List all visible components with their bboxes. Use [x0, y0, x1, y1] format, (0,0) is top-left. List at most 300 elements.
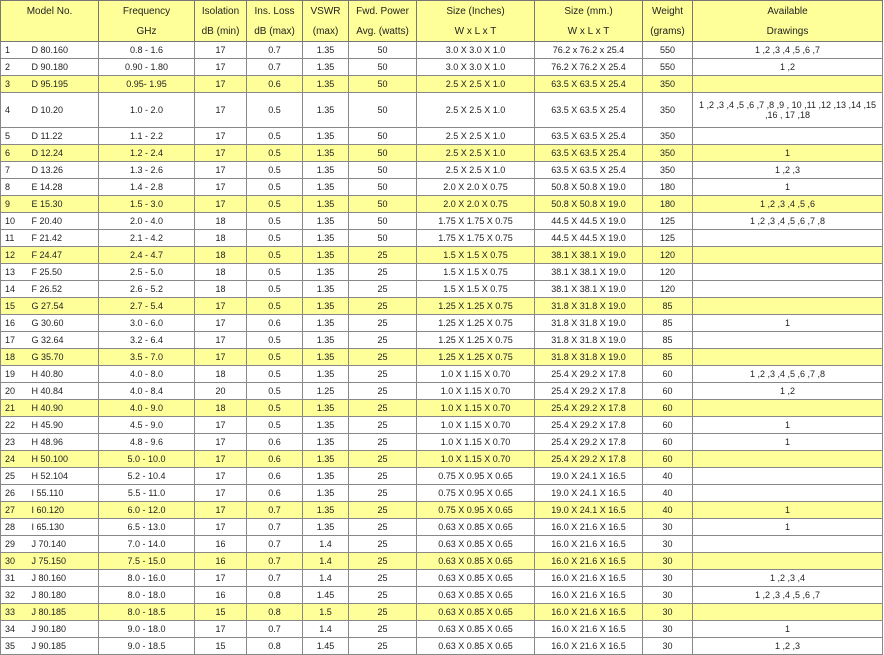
- cell-row-number: 3: [1, 76, 27, 93]
- cell-size-mm: 31.8 X 31.8 X 19.0: [535, 332, 643, 349]
- cell-size-mm: 63.5 X 63.5 X 25.4: [535, 128, 643, 145]
- cell-vswr: 1.35: [303, 417, 349, 434]
- cell-weight: 350: [643, 128, 693, 145]
- cell-frequency: 2.4 - 4.7: [99, 247, 195, 264]
- cell-weight: 30: [643, 638, 693, 655]
- cell-frequency: 6.0 - 12.0: [99, 502, 195, 519]
- cell-available-drawings: [693, 76, 883, 93]
- cell-isolation: 17: [195, 485, 247, 502]
- cell-fwd-power: 25: [349, 281, 417, 298]
- cell-size-mm: 16.0 X 21.6 X 16.5: [535, 519, 643, 536]
- cell-row-number: 10: [1, 213, 27, 230]
- cell-size-inches: 0.63 X 0.85 X 0.65: [417, 536, 535, 553]
- cell-model-no: G 30.60: [27, 315, 99, 332]
- cell-model-no: H 50.100: [27, 451, 99, 468]
- cell-weight: 60: [643, 366, 693, 383]
- table-row: [1, 604, 883, 621]
- cell-weight: 30: [643, 536, 693, 553]
- table-row: [1, 93, 883, 128]
- cell-row-number: 17: [1, 332, 27, 349]
- cell-size-mm: 44.5 X 44.5 X 19.0: [535, 213, 643, 230]
- cell-model-no: D 95.195: [27, 76, 99, 93]
- table-row: [1, 587, 883, 604]
- cell-frequency: 9.0 - 18.5: [99, 638, 195, 655]
- cell-size-mm: 19.0 X 24.1 X 16.5: [535, 468, 643, 485]
- cell-model-no: J 70.140: [27, 536, 99, 553]
- table-row: [1, 383, 883, 400]
- cell-isolation: 17: [195, 145, 247, 162]
- cell-row-number: 16: [1, 315, 27, 332]
- table-row: [1, 536, 883, 553]
- cell-isolation: 18: [195, 247, 247, 264]
- table-row: [1, 264, 883, 281]
- cell-model-no: H 40.80: [27, 366, 99, 383]
- table-row: [1, 570, 883, 587]
- cell-size-inches: 0.75 X 0.95 X 0.65: [417, 485, 535, 502]
- cell-vswr: 1.4: [303, 570, 349, 587]
- cell-weight: 60: [643, 417, 693, 434]
- cell-frequency: 2.1 - 4.2: [99, 230, 195, 247]
- cell-row-number: 4: [1, 93, 27, 128]
- cell-size-inches: 2.5 X 2.5 X 1.0: [417, 93, 535, 128]
- cell-model-no: G 32.64: [27, 332, 99, 349]
- cell-vswr: 1.35: [303, 247, 349, 264]
- cell-isolation: 15: [195, 604, 247, 621]
- cell-isolation: 17: [195, 621, 247, 638]
- cell-weight: 60: [643, 383, 693, 400]
- cell-frequency: 1.5 - 3.0: [99, 196, 195, 213]
- cell-isolation: 16: [195, 536, 247, 553]
- cell-weight: 125: [643, 213, 693, 230]
- cell-isolation: 18: [195, 213, 247, 230]
- cell-weight: 350: [643, 145, 693, 162]
- cell-model-no: G 35.70: [27, 349, 99, 366]
- cell-row-number: 35: [1, 638, 27, 655]
- cell-size-inches: 0.63 X 0.85 X 0.65: [417, 519, 535, 536]
- cell-fwd-power: 25: [349, 553, 417, 570]
- cell-frequency: 4.5 - 9.0: [99, 417, 195, 434]
- cell-fwd-power: 25: [349, 247, 417, 264]
- cell-available-drawings: [693, 536, 883, 553]
- cell-weight: 30: [643, 570, 693, 587]
- cell-isolation: 17: [195, 315, 247, 332]
- cell-ins-loss: 0.5: [247, 196, 303, 213]
- cell-size-inches: 3.0 X 3.0 X 1.0: [417, 42, 535, 59]
- cell-size-inches: 1.0 X 1.15 X 0.70: [417, 451, 535, 468]
- cell-isolation: 18: [195, 281, 247, 298]
- cell-ins-loss: 0.5: [247, 264, 303, 281]
- cell-weight: 85: [643, 315, 693, 332]
- cell-frequency: 0.95- 1.95: [99, 76, 195, 93]
- cell-size-inches: 1.5 X 1.5 X 0.75: [417, 281, 535, 298]
- cell-weight: 350: [643, 162, 693, 179]
- cell-vswr: 1.35: [303, 315, 349, 332]
- cell-weight: 30: [643, 519, 693, 536]
- cell-size-mm: 38.1 X 38.1 X 19.0: [535, 281, 643, 298]
- table-row: [1, 42, 883, 59]
- cell-size-inches: 2.5 X 2.5 X 1.0: [417, 76, 535, 93]
- cell-isolation: 16: [195, 553, 247, 570]
- cell-weight: 30: [643, 553, 693, 570]
- table-row: [1, 417, 883, 434]
- cell-ins-loss: 0.5: [247, 93, 303, 128]
- cell-available-drawings: 1 ,2 ,3: [693, 162, 883, 179]
- cell-size-mm: 38.1 X 38.1 X 19.0: [535, 247, 643, 264]
- cell-weight: 30: [643, 604, 693, 621]
- cell-row-number: 24: [1, 451, 27, 468]
- cell-vswr: 1.45: [303, 638, 349, 655]
- cell-size-mm: 63.5 X 63.5 X 25.4: [535, 76, 643, 93]
- table-row: [1, 349, 883, 366]
- table-row: [1, 76, 883, 93]
- cell-ins-loss: 0.5: [247, 145, 303, 162]
- cell-fwd-power: 25: [349, 536, 417, 553]
- cell-row-number: 26: [1, 485, 27, 502]
- cell-model-no: J 75.150: [27, 553, 99, 570]
- table-body: [1, 42, 883, 655]
- cell-vswr: 1.35: [303, 298, 349, 315]
- header-drawings-unit: Drawings: [693, 21, 883, 42]
- cell-fwd-power: 25: [349, 604, 417, 621]
- cell-row-number: 7: [1, 162, 27, 179]
- cell-frequency: 4.0 - 8.4: [99, 383, 195, 400]
- cell-fwd-power: 25: [349, 587, 417, 604]
- cell-ins-loss: 0.5: [247, 162, 303, 179]
- table-row: [1, 128, 883, 145]
- cell-size-inches: 1.5 X 1.5 X 0.75: [417, 264, 535, 281]
- cell-fwd-power: 50: [349, 93, 417, 128]
- cell-available-drawings: 1: [693, 434, 883, 451]
- cell-ins-loss: 0.8: [247, 638, 303, 655]
- cell-available-drawings: 1 ,2 ,3 ,4 ,5 ,6 ,7: [693, 587, 883, 604]
- cell-model-no: H 52.104: [27, 468, 99, 485]
- cell-isolation: 17: [195, 417, 247, 434]
- cell-size-inches: 0.63 X 0.85 X 0.65: [417, 587, 535, 604]
- cell-vswr: 1.35: [303, 179, 349, 196]
- cell-size-inches: 2.0 X 2.0 X 0.75: [417, 196, 535, 213]
- cell-size-inches: 1.25 X 1.25 X 0.75: [417, 349, 535, 366]
- cell-weight: 40: [643, 485, 693, 502]
- cell-model-no: H 48.96: [27, 434, 99, 451]
- cell-model-no: D 12.24: [27, 145, 99, 162]
- table-row: [1, 213, 883, 230]
- cell-ins-loss: 0.6: [247, 451, 303, 468]
- cell-model-no: I 55.110: [27, 485, 99, 502]
- header-drawings: Available: [693, 1, 883, 22]
- header-model: Model No.: [1, 1, 99, 22]
- cell-ins-loss: 0.7: [247, 59, 303, 76]
- cell-frequency: 1.2 - 2.4: [99, 145, 195, 162]
- cell-model-no: D 80.160: [27, 42, 99, 59]
- cell-isolation: 17: [195, 298, 247, 315]
- cell-model-no: F 25.50: [27, 264, 99, 281]
- cell-row-number: 29: [1, 536, 27, 553]
- cell-fwd-power: 25: [349, 383, 417, 400]
- cell-row-number: 11: [1, 230, 27, 247]
- cell-fwd-power: 50: [349, 128, 417, 145]
- cell-size-mm: 76.2 X 76.2 X 25.4: [535, 59, 643, 76]
- cell-available-drawings: [693, 128, 883, 145]
- cell-vswr: 1.35: [303, 196, 349, 213]
- cell-frequency: 7.5 - 15.0: [99, 553, 195, 570]
- table-row: [1, 519, 883, 536]
- cell-fwd-power: 25: [349, 417, 417, 434]
- cell-row-number: 12: [1, 247, 27, 264]
- cell-isolation: 17: [195, 434, 247, 451]
- cell-available-drawings: 1 ,2 ,3 ,4: [693, 570, 883, 587]
- cell-available-drawings: [693, 230, 883, 247]
- cell-available-drawings: [693, 604, 883, 621]
- cell-weight: 180: [643, 196, 693, 213]
- cell-fwd-power: 25: [349, 366, 417, 383]
- cell-frequency: 4.8 - 9.6: [99, 434, 195, 451]
- header-weight: Weight: [643, 1, 693, 22]
- cell-vswr: 1.5: [303, 604, 349, 621]
- header-weight-unit: (grams): [643, 21, 693, 42]
- cell-size-inches: 0.63 X 0.85 X 0.65: [417, 621, 535, 638]
- cell-frequency: 3.2 - 6.4: [99, 332, 195, 349]
- cell-weight: 40: [643, 502, 693, 519]
- cell-vswr: 1.35: [303, 162, 349, 179]
- cell-ins-loss: 0.6: [247, 315, 303, 332]
- cell-size-inches: 1.0 X 1.15 X 0.70: [417, 366, 535, 383]
- cell-size-mm: 19.0 X 24.1 X 16.5: [535, 485, 643, 502]
- cell-size-inches: 2.0 X 2.0 X 0.75: [417, 179, 535, 196]
- cell-model-no: D 90.180: [27, 59, 99, 76]
- cell-ins-loss: 0.7: [247, 519, 303, 536]
- cell-frequency: 8.0 - 18.5: [99, 604, 195, 621]
- cell-fwd-power: 25: [349, 315, 417, 332]
- cell-size-inches: 2.5 X 2.5 X 1.0: [417, 145, 535, 162]
- cell-model-no: E 14.28: [27, 179, 99, 196]
- header-size-mm-unit: W x L x T: [535, 21, 643, 42]
- cell-size-mm: 76.2 x 76.2 x 25.4: [535, 42, 643, 59]
- cell-size-inches: 1.75 X 1.75 X 0.75: [417, 230, 535, 247]
- cell-row-number: 32: [1, 587, 27, 604]
- cell-size-inches: 0.63 X 0.85 X 0.65: [417, 638, 535, 655]
- cell-available-drawings: [693, 451, 883, 468]
- header-size-inches-unit: W x L x T: [417, 21, 535, 42]
- cell-isolation: 17: [195, 59, 247, 76]
- cell-isolation: 18: [195, 230, 247, 247]
- cell-isolation: 17: [195, 349, 247, 366]
- header-frequency: Frequency: [99, 1, 195, 22]
- cell-row-number: 2: [1, 59, 27, 76]
- cell-weight: 550: [643, 59, 693, 76]
- header-vswr-unit: (max): [303, 21, 349, 42]
- cell-vswr: 1.35: [303, 230, 349, 247]
- cell-fwd-power: 25: [349, 264, 417, 281]
- cell-available-drawings: [693, 468, 883, 485]
- cell-row-number: 22: [1, 417, 27, 434]
- cell-ins-loss: 0.7: [247, 621, 303, 638]
- cell-row-number: 21: [1, 400, 27, 417]
- cell-row-number: 1: [1, 42, 27, 59]
- cell-available-drawings: [693, 553, 883, 570]
- cell-size-mm: 50.8 X 50.8 X 19.0: [535, 196, 643, 213]
- cell-isolation: 17: [195, 128, 247, 145]
- cell-model-no: J 80.160: [27, 570, 99, 587]
- cell-vswr: 1.35: [303, 434, 349, 451]
- cell-size-mm: 25.4 X 29.2 X 17.8: [535, 383, 643, 400]
- cell-ins-loss: 0.5: [247, 230, 303, 247]
- cell-isolation: 17: [195, 42, 247, 59]
- cell-size-inches: 3.0 X 3.0 X 1.0: [417, 59, 535, 76]
- cell-vswr: 1.35: [303, 93, 349, 128]
- cell-available-drawings: 1 ,2 ,3 ,4 ,5 ,6 ,7 ,8: [693, 213, 883, 230]
- header-frequency-unit: GHz: [99, 21, 195, 42]
- cell-ins-loss: 0.5: [247, 366, 303, 383]
- header-model-unit: [1, 21, 99, 42]
- cell-frequency: 4.0 - 9.0: [99, 400, 195, 417]
- cell-fwd-power: 25: [349, 349, 417, 366]
- header-units-row: [1, 21, 883, 42]
- cell-fwd-power: 25: [349, 570, 417, 587]
- cell-fwd-power: 50: [349, 213, 417, 230]
- header-ins-loss-unit: dB (max): [247, 21, 303, 42]
- cell-row-number: 34: [1, 621, 27, 638]
- table-row: [1, 145, 883, 162]
- table-row: [1, 468, 883, 485]
- header-isolation: Isolation: [195, 1, 247, 22]
- cell-available-drawings: 1: [693, 519, 883, 536]
- cell-ins-loss: 0.5: [247, 128, 303, 145]
- cell-frequency: 3.5 - 7.0: [99, 349, 195, 366]
- cell-fwd-power: 25: [349, 502, 417, 519]
- cell-size-mm: 16.0 X 21.6 X 16.5: [535, 587, 643, 604]
- cell-weight: 180: [643, 179, 693, 196]
- cell-fwd-power: 50: [349, 42, 417, 59]
- cell-model-no: J 80.185: [27, 604, 99, 621]
- cell-isolation: 18: [195, 400, 247, 417]
- table-row: [1, 366, 883, 383]
- cell-available-drawings: 1 ,2 ,3 ,4 ,5 ,6 ,7 ,8: [693, 366, 883, 383]
- cell-size-inches: 1.0 X 1.15 X 0.70: [417, 434, 535, 451]
- cell-vswr: 1.35: [303, 42, 349, 59]
- cell-available-drawings: 1: [693, 145, 883, 162]
- table-row: [1, 59, 883, 76]
- cell-isolation: 17: [195, 570, 247, 587]
- cell-ins-loss: 0.5: [247, 332, 303, 349]
- cell-vswr: 1.4: [303, 536, 349, 553]
- cell-row-number: 30: [1, 553, 27, 570]
- cell-weight: 120: [643, 264, 693, 281]
- cell-fwd-power: 25: [349, 485, 417, 502]
- cell-vswr: 1.45: [303, 587, 349, 604]
- cell-isolation: 17: [195, 162, 247, 179]
- cell-vswr: 1.35: [303, 332, 349, 349]
- cell-size-mm: 63.5 X 63.5 X 25.4: [535, 162, 643, 179]
- cell-ins-loss: 0.6: [247, 468, 303, 485]
- header-vswr: VSWR: [303, 1, 349, 22]
- cell-model-no: F 26.52: [27, 281, 99, 298]
- cell-size-mm: 44.5 X 44.5 X 19.0: [535, 230, 643, 247]
- cell-size-mm: 25.4 X 29.2 X 17.8: [535, 451, 643, 468]
- cell-weight: 85: [643, 332, 693, 349]
- cell-size-mm: 16.0 X 21.6 X 16.5: [535, 621, 643, 638]
- cell-vswr: 1.35: [303, 128, 349, 145]
- cell-ins-loss: 0.7: [247, 42, 303, 59]
- cell-frequency: 6.5 - 13.0: [99, 519, 195, 536]
- cell-available-drawings: 1: [693, 179, 883, 196]
- cell-fwd-power: 25: [349, 621, 417, 638]
- cell-isolation: 17: [195, 179, 247, 196]
- cell-weight: 60: [643, 400, 693, 417]
- cell-available-drawings: 1 ,2: [693, 59, 883, 76]
- cell-fwd-power: 50: [349, 145, 417, 162]
- header-ins-loss: Ins. Loss: [247, 1, 303, 22]
- cell-size-inches: 1.0 X 1.15 X 0.70: [417, 400, 535, 417]
- table-row: [1, 400, 883, 417]
- cell-model-no: D 11.22: [27, 128, 99, 145]
- cell-available-drawings: 1 ,2 ,3 ,4 ,5 ,6 ,7: [693, 42, 883, 59]
- cell-size-inches: 2.5 X 2.5 X 1.0: [417, 128, 535, 145]
- cell-weight: 60: [643, 434, 693, 451]
- cell-isolation: 20: [195, 383, 247, 400]
- cell-size-mm: 63.5 X 63.5 X 25.4: [535, 145, 643, 162]
- cell-frequency: 3.0 - 6.0: [99, 315, 195, 332]
- cell-fwd-power: 25: [349, 332, 417, 349]
- cell-row-number: 15: [1, 298, 27, 315]
- cell-frequency: 5.5 - 11.0: [99, 485, 195, 502]
- cell-weight: 85: [643, 349, 693, 366]
- cell-fwd-power: 25: [349, 400, 417, 417]
- cell-model-no: J 80.180: [27, 587, 99, 604]
- cell-vswr: 1.35: [303, 59, 349, 76]
- cell-model-no: H 45.90: [27, 417, 99, 434]
- cell-frequency: 4.0 - 8.0: [99, 366, 195, 383]
- cell-available-drawings: 1 ,2 ,3 ,4 ,5 ,6 ,7 ,8 ,9 , 10 ,11 ,12 ,13 ,14 ,15 ,16 , 17 ,18: [693, 93, 883, 128]
- table-row: [1, 196, 883, 213]
- cell-fwd-power: 25: [349, 519, 417, 536]
- cell-vswr: 1.35: [303, 519, 349, 536]
- cell-model-no: E 15.30: [27, 196, 99, 213]
- cell-vswr: 1.35: [303, 400, 349, 417]
- cell-size-inches: 0.63 X 0.85 X 0.65: [417, 604, 535, 621]
- cell-size-mm: 31.8 X 31.8 X 19.0: [535, 315, 643, 332]
- cell-row-number: 20: [1, 383, 27, 400]
- cell-fwd-power: 25: [349, 638, 417, 655]
- header-isolation-unit: dB (min): [195, 21, 247, 42]
- cell-frequency: 8.0 - 18.0: [99, 587, 195, 604]
- table-row: [1, 179, 883, 196]
- cell-frequency: 0.8 - 1.6: [99, 42, 195, 59]
- cell-ins-loss: 0.5: [247, 383, 303, 400]
- cell-fwd-power: 50: [349, 59, 417, 76]
- cell-ins-loss: 0.6: [247, 434, 303, 451]
- cell-size-inches: 1.0 X 1.15 X 0.70: [417, 417, 535, 434]
- cell-vswr: 1.4: [303, 553, 349, 570]
- cell-row-number: 19: [1, 366, 27, 383]
- cell-row-number: 31: [1, 570, 27, 587]
- cell-ins-loss: 0.6: [247, 76, 303, 93]
- cell-size-mm: 63.5 X 63.5 X 25.4: [535, 93, 643, 128]
- cell-ins-loss: 0.5: [247, 281, 303, 298]
- table-row: [1, 451, 883, 468]
- cell-ins-loss: 0.7: [247, 536, 303, 553]
- cell-row-number: 5: [1, 128, 27, 145]
- cell-frequency: 5.2 - 10.4: [99, 468, 195, 485]
- cell-ins-loss: 0.5: [247, 417, 303, 434]
- table-row: [1, 434, 883, 451]
- cell-ins-loss: 0.8: [247, 604, 303, 621]
- cell-isolation: 16: [195, 587, 247, 604]
- cell-available-drawings: 1 ,2 ,3 ,4 ,5 ,6: [693, 196, 883, 213]
- cell-row-number: 28: [1, 519, 27, 536]
- cell-weight: 30: [643, 587, 693, 604]
- cell-isolation: 17: [195, 468, 247, 485]
- cell-isolation: 17: [195, 93, 247, 128]
